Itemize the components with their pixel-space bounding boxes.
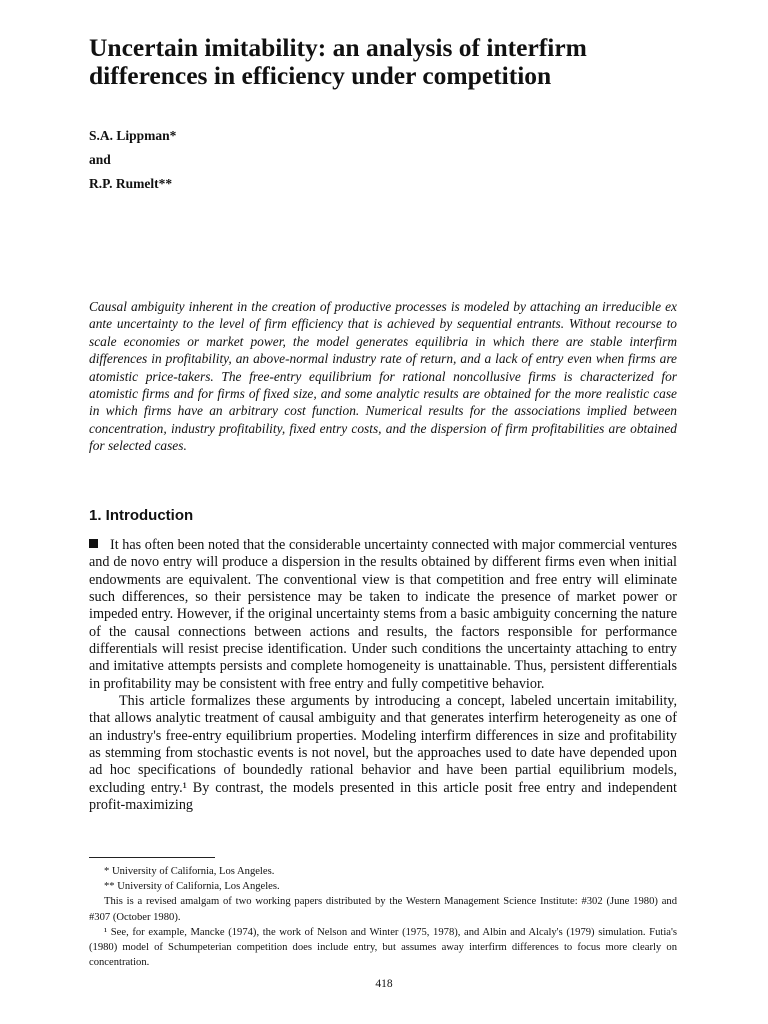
author-conjunction: and [89,152,111,167]
footnote-divider [89,857,215,858]
footnote-affiliation-1: * University of California, Los Angeles. [104,866,275,877]
section-start-square-icon [89,539,98,548]
body-text [89,537,677,815]
paragraph-1-text: It has often been noted that the considerable uncertainty connected with major commercial ventures and de novo entry will produce a dispersion in the results obtained by different firms even when initial endowments are equivalent. The conventional view is that competition and free entry will eliminate such differences, so their persistence may be taken to indicate the presence of market power or impeded entry. However, if the original uncertainty stems from a basic ambiguity concerning the nature of the causal connections between actions and results, the factors responsible for performance differentials will resist precise identification. Under such conditions the uncertainty attaching to entry and imitative attempts persists and complete homogeneity is unattainable. Thus, persistent differentials in profitability may be consistent with free entry and fully competitive behavior. [89,537,677,692]
author-rumelt: R.P. Rumelt** [89,176,173,191]
section-heading: 1. Introduction [89,507,194,524]
footnotes [89,864,677,970]
page-number: 418 [375,978,393,990]
footnote-working-papers: This is a revised amalgam of two working papers distributed by the Western Management Science Institute: #302 (June 1980) and #307 (October 1980). [89,896,677,923]
author-lippman: S.A. Lippman* [89,128,177,143]
paragraph-1 [89,537,677,693]
abstract: Causal ambiguity inherent in the creation of productive processes is modeled by attaching an irreducible ex ante uncertainty to the level of firm efficiency that is achieved by sequential entrants. Without recourse to scale economies or market power, the model generates equilibria in which there are stable interfirm differences in profitability, an above-normal industry rate of return, and a lack of entry even when firms are atomistic price-takers. The free-entry equilibrium for rational noncollusive firms is characterized for atomistic firms and for firms of fixed size, and some analytic results are obtained for the more realistic case in which firms have an arbitrary cost function. Numerical results for the associations implied between concentration, industry profitability, fixed entry costs, and the dispersion of firm profitabilities are obtained for selected cases. [89,299,677,454]
footnote-1: ¹ See, for example, Mancke (1974), the work of Nelson and Winter (1975, 1978), and Albin and Alcaly's (1979) simulation. Futia's (1980) model of Schumpeterian competition does include entry, but assumes away interfirm differences to focus more clearly on concentration. [89,926,677,969]
article-title: Uncertain imitability: an analysis of interfirm differences in efficiency under competition [89,33,587,90]
footnote-affiliation-2: ** University of California, Los Angeles. [104,881,280,893]
paragraph-2: This article formalizes these arguments by introducing a concept, labeled uncertain imitability, that allows analytic treatment of causal ambiguity and that generates interfirm heterogeneity as one of an industry's free-entry equilibrium properties. Modeling interfirm differences in size and profitability as stemming from stochastic events is not novel, but the approaches used to date have depended upon ad hoc specifications of boundedly rational behavior and have been partial equilibrium models, excluding entry.¹ By contrast, the models presented in this article posit free entry and independent profit-maximizing [89,693,677,814]
